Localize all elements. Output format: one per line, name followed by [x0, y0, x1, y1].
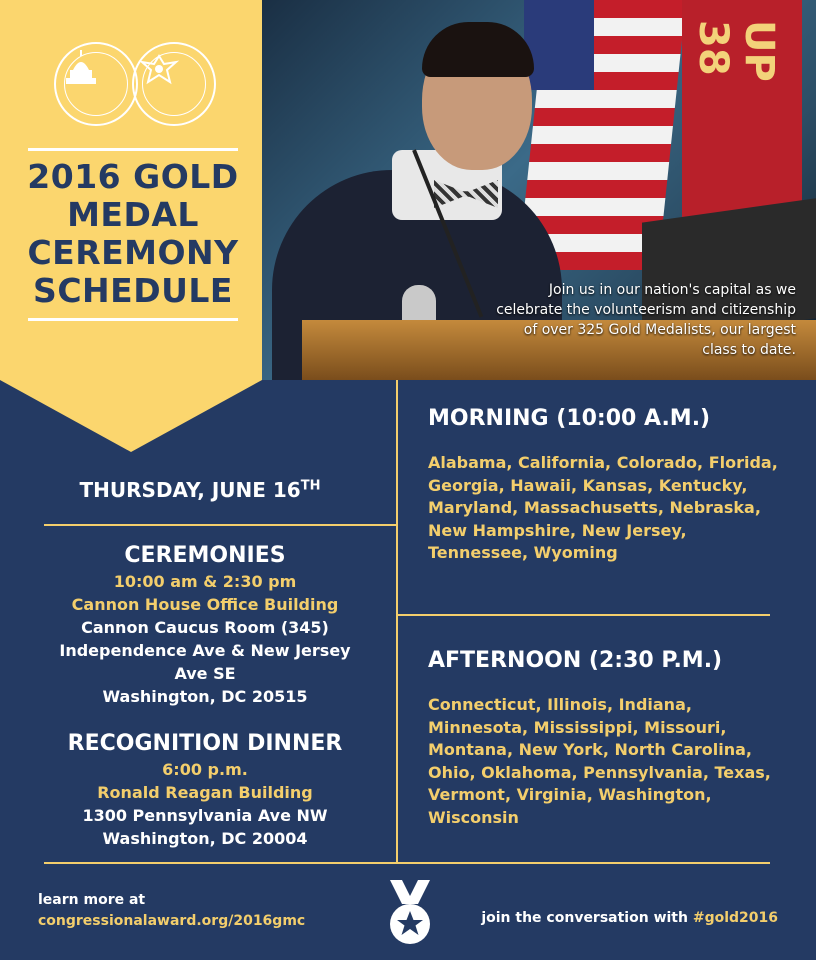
speaker-hair	[422, 22, 534, 77]
learn-more-label: learn more at	[38, 892, 146, 908]
morning-states: Alabama, California, Colorado, Florida, Georgia, Hawaii, Kansas, Kentucky, Maryland, Massachusetts, Nebraska, New Hampshire, New Jersey, Tennessee, Wyoming	[428, 453, 778, 562]
dinner-heading: RECOGNITION DINNER	[67, 731, 343, 756]
conversation-label: join the conversation with	[481, 910, 688, 926]
morning-heading: MORNING (10:00 A.M.)	[428, 406, 711, 431]
footer-divider	[44, 862, 770, 864]
session-divider	[396, 614, 770, 616]
medal-icon	[382, 878, 438, 948]
ceremonies-block	[20, 542, 390, 708]
afternoon-states: Connecticut, Illinois, Indiana, Minnesota, Mississippi, Missouri, Montana, New York, North Carolina, Ohio, Oklahoma, Pennsylvania, Texas, Vermont, Virginia, Washington, Wisconsin	[428, 695, 771, 827]
ceremonies-heading: CEREMONIES	[124, 543, 286, 568]
title-panel	[0, 0, 262, 452]
capitol-icon	[56, 44, 106, 94]
eagle-icon	[134, 44, 184, 94]
title-rule-top	[28, 148, 238, 151]
morning-session	[428, 404, 788, 565]
dinner-city: Washington, DC 20004	[102, 829, 308, 848]
page-title: 2016 GOLD MEDAL CEREMONY SCHEDULE	[27, 157, 239, 310]
photo-caption: Join us in our nation's capital as we celebrate the volunteerism and citizenship of over 325 Gold Medalists, our largest class to date.	[496, 282, 796, 358]
column-divider	[396, 380, 398, 862]
us-flag-canton	[524, 0, 594, 90]
dinner-address: 1300 Pennsylvania Ave NW	[82, 806, 328, 825]
website-link[interactable]: congressionalaward.org/2016gmc	[38, 913, 306, 929]
dinner-time: 6:00 p.m.	[162, 760, 248, 779]
ceremonies-time: 10:00 am & 2:30 pm	[113, 572, 297, 591]
ceremonies-city: Washington, DC 20515	[102, 687, 308, 706]
date-divider	[44, 524, 396, 526]
dinner-venue: Ronald Reagan Building	[97, 783, 313, 802]
congressional-award-seal	[54, 42, 138, 126]
achievement-service-seal	[132, 42, 216, 126]
afternoon-session	[428, 646, 788, 829]
hashtag-link[interactable]: #gold2016	[692, 910, 778, 926]
footer-conversation	[481, 910, 778, 926]
dinner-block	[20, 730, 390, 850]
footer-learn-more	[38, 890, 305, 932]
event-date: THURSDAY, JUNE 16TH	[79, 478, 321, 502]
ceremonies-venue: Cannon House Office Building	[71, 595, 339, 614]
ceremonies-address-2: Ave SE	[174, 664, 236, 683]
red-banner-text: UP 38	[690, 20, 782, 82]
ceremonies-room: Cannon Caucus Room (345)	[81, 618, 329, 637]
afternoon-heading: AFTERNOON (2:30 P.M.)	[428, 648, 723, 673]
ceremonies-address-1: Independence Ave & New Jersey	[59, 641, 351, 660]
title-rule-bottom	[28, 318, 238, 321]
